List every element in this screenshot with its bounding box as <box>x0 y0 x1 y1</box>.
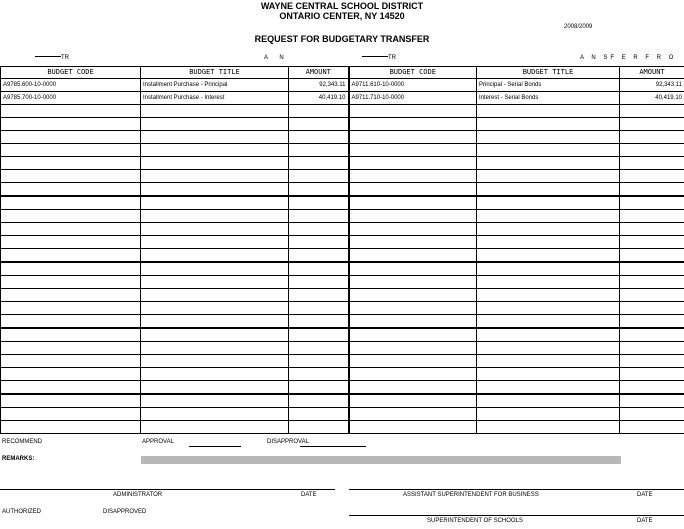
cell-from-code[interactable] <box>1 276 141 289</box>
table-row <box>1 170 684 183</box>
table-row <box>1 342 684 355</box>
cell-from-code[interactable] <box>1 131 141 144</box>
cell-from-amount[interactable] <box>289 223 349 236</box>
cell-to-code[interactable] <box>349 381 477 395</box>
cell-from-title[interactable] <box>141 328 289 342</box>
cell-from-title[interactable]: Installment Purchase - Interest <box>141 92 289 105</box>
an-label: A N <box>264 55 289 61</box>
cell-from-amount[interactable] <box>289 289 349 302</box>
cell-to-amount[interactable] <box>620 381 684 395</box>
cell-from-code[interactable] <box>1 381 141 395</box>
cell-to-title[interactable] <box>477 328 620 342</box>
cell-to-title[interactable] <box>477 183 620 197</box>
table-row <box>1 249 684 263</box>
cell-from-amount[interactable] <box>289 394 349 408</box>
cell-to-amount[interactable] <box>620 170 684 183</box>
cell-to-amount[interactable] <box>620 144 684 157</box>
cell-from-amount[interactable] <box>289 315 349 329</box>
cell-from-title[interactable]: Installment Purchase - Principal <box>141 79 289 92</box>
cell-to-amount[interactable] <box>620 394 684 408</box>
table-row <box>1 381 684 395</box>
cell-from-amount[interactable] <box>289 183 349 197</box>
cell-from-title[interactable] <box>141 183 289 197</box>
cell-from-code[interactable] <box>1 355 141 368</box>
ansfer-label: A N SF E R F R O <box>580 55 677 61</box>
disapproval-line[interactable] <box>300 446 366 447</box>
cell-from-amount[interactable] <box>289 157 349 170</box>
cell-from-amount[interactable] <box>289 144 349 157</box>
cell-from-code[interactable]: A9785.700-10-0000 <box>1 92 141 105</box>
cell-from-code[interactable] <box>1 302 141 315</box>
cell-to-code[interactable] <box>349 342 477 355</box>
cell-from-amount[interactable]: 40,419.10 <box>289 92 349 105</box>
administrator-label: ADMINISTRATOR <box>113 492 163 498</box>
cell-from-amount[interactable] <box>289 236 349 249</box>
col-header-from-title: BUDGET TITLE <box>141 67 289 79</box>
cell-from-amount[interactable] <box>289 368 349 381</box>
cell-to-code[interactable] <box>349 223 477 236</box>
cell-to-amount[interactable] <box>620 157 684 170</box>
cell-from-code[interactable] <box>1 342 141 355</box>
cell-to-title[interactable] <box>477 368 620 381</box>
cell-to-amount[interactable] <box>620 249 684 263</box>
cell-to-title[interactable] <box>477 276 620 289</box>
cell-from-code[interactable] <box>1 236 141 249</box>
cell-to-title[interactable] <box>477 408 620 421</box>
cell-from-code[interactable] <box>1 144 141 157</box>
cell-from-code[interactable] <box>1 421 141 434</box>
cell-from-code[interactable] <box>1 289 141 302</box>
cell-from-amount[interactable] <box>289 302 349 315</box>
cell-to-code[interactable]: A9711.710-10-0000 <box>349 92 477 105</box>
cell-to-title[interactable] <box>477 315 620 329</box>
cell-from-title[interactable] <box>141 118 289 131</box>
table-row <box>1 328 684 342</box>
cell-to-code[interactable] <box>349 394 477 408</box>
cell-from-title[interactable] <box>141 355 289 368</box>
cell-from-title[interactable] <box>141 157 289 170</box>
cell-from-code[interactable] <box>1 249 141 263</box>
table-row <box>1 262 684 276</box>
disapproved-label: DISAPPROVED <box>103 509 147 515</box>
cell-to-code[interactable] <box>349 328 477 342</box>
cell-to-amount[interactable] <box>620 368 684 381</box>
cell-to-title[interactable] <box>477 118 620 131</box>
cell-to-amount[interactable]: 40,419.10 <box>620 92 684 105</box>
cell-from-amount[interactable] <box>289 408 349 421</box>
recommend-label: RECOMMEND <box>2 439 42 445</box>
cell-from-title[interactable] <box>141 394 289 408</box>
table-row <box>1 276 684 289</box>
cell-to-amount[interactable] <box>620 289 684 302</box>
cell-to-code[interactable] <box>349 210 477 223</box>
cell-to-amount[interactable] <box>620 276 684 289</box>
cell-to-amount[interactable] <box>620 408 684 421</box>
cell-from-title[interactable] <box>141 131 289 144</box>
cell-to-code[interactable] <box>349 302 477 315</box>
cell-from-code[interactable] <box>1 210 141 223</box>
cell-from-amount[interactable] <box>289 131 349 144</box>
cell-to-code[interactable] <box>349 408 477 421</box>
disapproval-label: DISAPPROVAL <box>267 439 309 445</box>
cell-from-amount[interactable] <box>289 421 349 434</box>
cell-to-amount[interactable]: 92,343.11 <box>620 79 684 92</box>
cell-to-code[interactable] <box>349 105 477 118</box>
cell-from-amount[interactable] <box>289 355 349 368</box>
cell-to-amount[interactable] <box>620 196 684 210</box>
asst-super-date-label: DATE <box>637 492 653 498</box>
cell-to-amount[interactable] <box>620 342 684 355</box>
cell-from-title[interactable] <box>141 315 289 329</box>
cell-to-code[interactable] <box>349 170 477 183</box>
cell-to-title[interactable] <box>477 421 620 434</box>
cell-to-title[interactable] <box>477 236 620 249</box>
cell-to-code[interactable] <box>349 236 477 249</box>
cell-from-title[interactable] <box>141 210 289 223</box>
admin-date-label: DATE <box>301 492 317 498</box>
cell-to-amount[interactable] <box>620 183 684 197</box>
cell-from-title[interactable] <box>141 196 289 210</box>
cell-from-code[interactable] <box>1 118 141 131</box>
asst-super-label: ASSISTANT SUPERINTENDENT FOR BUSINESS <box>403 492 539 498</box>
cell-from-amount[interactable] <box>289 210 349 223</box>
form-title: REQUEST FOR BUDGETARY TRANSFER <box>254 34 430 44</box>
cell-to-title[interactable] <box>477 342 620 355</box>
cell-to-title[interactable] <box>477 249 620 263</box>
cell-to-code[interactable] <box>349 355 477 368</box>
col-header-to-amount: AMOUNT <box>620 67 684 79</box>
cell-from-code[interactable] <box>1 262 141 276</box>
cell-from-title[interactable] <box>141 421 289 434</box>
cell-to-code[interactable] <box>349 315 477 329</box>
cell-to-title[interactable] <box>477 223 620 236</box>
table-row <box>1 131 684 144</box>
cell-from-code[interactable] <box>1 196 141 210</box>
approval-label: APPROVAL <box>142 439 174 445</box>
cell-from-title[interactable] <box>141 302 289 315</box>
tr-right-line <box>362 56 388 57</box>
cell-from-title[interactable] <box>141 170 289 183</box>
cell-to-code[interactable] <box>349 368 477 381</box>
cell-to-amount[interactable] <box>620 236 684 249</box>
table-row <box>1 92 684 105</box>
cell-to-code[interactable] <box>349 144 477 157</box>
cell-to-title[interactable] <box>477 157 620 170</box>
cell-from-code[interactable] <box>1 170 141 183</box>
table-row <box>1 315 684 329</box>
cell-to-title[interactable] <box>477 355 620 368</box>
transfer-table <box>0 66 684 434</box>
table-row <box>1 368 684 381</box>
cell-from-amount[interactable] <box>289 249 349 263</box>
cell-to-title[interactable] <box>477 381 620 395</box>
tr-left-label: TR <box>35 55 69 61</box>
cell-to-code[interactable] <box>349 118 477 131</box>
cell-from-title[interactable] <box>141 249 289 263</box>
cell-to-code[interactable] <box>349 131 477 144</box>
cell-to-code[interactable]: A9711.610-10-0000 <box>349 79 477 92</box>
cell-to-code[interactable] <box>349 289 477 302</box>
table-row <box>1 394 684 408</box>
cell-from-amount[interactable] <box>289 328 349 342</box>
cell-from-code[interactable] <box>1 328 141 342</box>
cell-to-amount[interactable] <box>620 223 684 236</box>
cell-to-title[interactable] <box>477 131 620 144</box>
cell-from-amount[interactable] <box>289 118 349 131</box>
cell-from-title[interactable] <box>141 381 289 395</box>
cell-from-amount[interactable] <box>289 262 349 276</box>
cell-from-code[interactable] <box>1 183 141 197</box>
table-row <box>1 118 684 131</box>
cell-from-title[interactable] <box>141 236 289 249</box>
cell-from-code[interactable] <box>1 315 141 329</box>
cell-to-amount[interactable] <box>620 118 684 131</box>
cell-to-title[interactable] <box>477 394 620 408</box>
cell-from-amount[interactable]: 92,343.11 <box>289 79 349 92</box>
cell-to-title[interactable]: Principal - Serial Bonds <box>477 79 620 92</box>
cell-to-code[interactable] <box>349 196 477 210</box>
cell-to-amount[interactable] <box>620 131 684 144</box>
col-header-from-amount: AMOUNT <box>289 67 349 79</box>
table-row <box>1 289 684 302</box>
table-row <box>1 196 684 210</box>
district-address: ONTARIO CENTER, NY 14520 <box>279 11 405 21</box>
fiscal-year: 2008/2009 <box>564 24 593 30</box>
superintendent-date-label: DATE <box>637 518 653 524</box>
col-header-to-code: BUDGET CODE <box>349 67 477 79</box>
cell-from-title[interactable] <box>141 105 289 118</box>
cell-to-amount[interactable] <box>620 421 684 434</box>
cell-to-title[interactable] <box>477 302 620 315</box>
cell-to-amount[interactable] <box>620 210 684 223</box>
cell-from-code[interactable] <box>1 223 141 236</box>
table-row <box>1 355 684 368</box>
table-row <box>1 105 684 118</box>
table-header-row <box>1 67 684 79</box>
cell-to-amount[interactable] <box>620 315 684 329</box>
cell-to-amount[interactable] <box>620 328 684 342</box>
col-header-from-code: BUDGET CODE <box>1 67 141 79</box>
cell-from-title[interactable] <box>141 276 289 289</box>
cell-from-amount[interactable] <box>289 170 349 183</box>
cell-from-amount[interactable] <box>289 196 349 210</box>
cell-from-title[interactable] <box>141 408 289 421</box>
cell-from-amount[interactable] <box>289 276 349 289</box>
district-name: WAYNE CENTRAL SCHOOL DISTRICT <box>260 1 424 11</box>
cell-from-code[interactable] <box>1 408 141 421</box>
cell-to-title[interactable] <box>477 170 620 183</box>
cell-to-title[interactable] <box>477 262 620 276</box>
cell-from-title[interactable] <box>141 262 289 276</box>
cell-from-code[interactable] <box>1 157 141 170</box>
cell-to-code[interactable] <box>349 262 477 276</box>
cell-from-amount[interactable] <box>289 381 349 395</box>
cell-to-amount[interactable] <box>620 105 684 118</box>
col-header-to-title: BUDGET TITLE <box>477 67 620 79</box>
asst-super-signature-line[interactable] <box>349 489 684 490</box>
cell-from-code[interactable]: A9785.600-10-0000 <box>1 79 141 92</box>
cell-from-code[interactable] <box>1 105 141 118</box>
cell-from-code[interactable] <box>1 394 141 408</box>
cell-to-code[interactable] <box>349 157 477 170</box>
cell-to-amount[interactable] <box>620 302 684 315</box>
table-row <box>1 223 684 236</box>
cell-to-title[interactable] <box>477 144 620 157</box>
cell-from-amount[interactable] <box>289 105 349 118</box>
table-row <box>1 421 684 434</box>
authorized-label: AUTHORIZED <box>2 509 41 515</box>
cell-to-title[interactable]: Interest - Serial Bonds <box>477 92 620 105</box>
table-row <box>1 236 684 249</box>
cell-to-title[interactable] <box>477 289 620 302</box>
cell-to-title[interactable] <box>477 196 620 210</box>
cell-to-code[interactable] <box>349 276 477 289</box>
table-row <box>1 408 684 421</box>
superintendent-label: SUPERINTENDENT OF SCHOOLS <box>427 518 523 524</box>
table-row <box>1 183 684 197</box>
tr-right-label: TR <box>362 55 396 61</box>
table-row <box>1 79 684 92</box>
remarks-field[interactable] <box>141 456 621 464</box>
tr-left-line <box>35 56 61 57</box>
table-row <box>1 157 684 170</box>
approval-line[interactable] <box>189 446 241 447</box>
admin-signature-line[interactable] <box>0 489 335 490</box>
cell-from-title[interactable] <box>141 342 289 355</box>
cell-from-title[interactable] <box>141 144 289 157</box>
superintendent-signature-line[interactable] <box>349 515 684 516</box>
cell-from-amount[interactable] <box>289 342 349 355</box>
cell-from-title[interactable] <box>141 368 289 381</box>
cell-from-title[interactable] <box>141 223 289 236</box>
cell-to-code[interactable] <box>349 421 477 434</box>
table-row <box>1 302 684 315</box>
remarks-label: REMARKS: <box>2 456 35 462</box>
cell-to-amount[interactable] <box>620 262 684 276</box>
table-row <box>1 210 684 223</box>
cell-to-title[interactable] <box>477 105 620 118</box>
cell-from-title[interactable] <box>141 289 289 302</box>
cell-to-code[interactable] <box>349 183 477 197</box>
cell-to-code[interactable] <box>349 249 477 263</box>
cell-from-code[interactable] <box>1 368 141 381</box>
table-row <box>1 144 684 157</box>
cell-to-title[interactable] <box>477 210 620 223</box>
cell-to-amount[interactable] <box>620 355 684 368</box>
